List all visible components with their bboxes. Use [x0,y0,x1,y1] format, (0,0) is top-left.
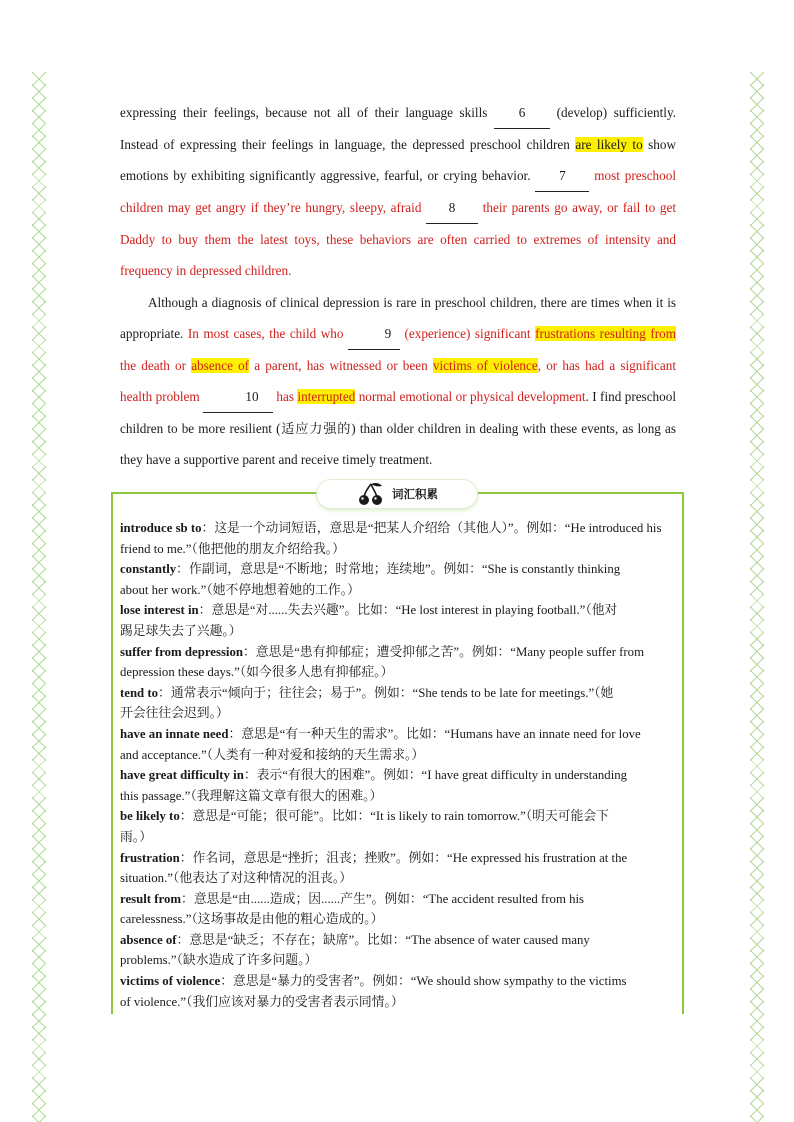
vocab-definition: ：这是一个动词短语，意思是“把某人介绍给（其他人）”。例如：“He introduced his [201,521,662,535]
vocab-example: carelessness.”（这场事故是由他的粗心造成的。） [120,912,384,927]
vocab-term: constantly [120,562,177,577]
vocabulary-list [120,518,680,1012]
vocab-definition: ：通常表示“倾向于；往往会；易于”。例如：“She tends to be late for meetings.”（她 [158,685,614,700]
vocab-entry [120,518,680,559]
vocab-definition: ：意思是“可能；很可能”。比如：“It is likely to rain tomorrow.”（明天可能会下 [179,809,609,824]
vocab-entry [120,930,680,971]
answer-blank-9: 9 [348,318,400,350]
vocab-entry [120,889,680,930]
vocab-entry [120,559,680,600]
vocab-term: lose interest in [120,603,199,618]
passage-text: (experience) significant [399,325,536,341]
passage-text: show emotions by exhibiting significantly aggressive, fearful, or crying behavior. [120,137,677,184]
vocab-term: absence of [120,932,177,947]
vocab-example: depression these days.”（如今很多人患有抑郁症。） [120,665,394,680]
answer-blank-6: 6 [494,97,550,129]
vocab-example: 雨。） [120,829,152,844]
vocab-term: victims of violence [120,974,221,989]
cherry-icon [356,482,386,506]
vocab-example: and acceptance.”（人类有一种对爱和接纳的天生需求。） [120,747,425,762]
vocab-term: be likely to [120,809,180,824]
vocab-entry [120,724,680,765]
vocab-term: result from [120,891,182,906]
passage-text: . I find preschool children to be more resilient (适应力强的) than older children in dealing with these events, as long as they have a supportive parent and receive timely treatment. [120,388,676,468]
vocab-example: 踢足球失去了兴趣。） [120,623,242,638]
vocab-definition: ：作名词，意思是“挫折；沮丧；挫败”。例如：“He expressed his frustration at the [179,850,628,865]
passage-text: the death or [120,357,192,373]
passage-text: most preschool children may get angry if they’re hungry, sleepy, afraid [120,168,676,216]
vocab-entry [120,600,680,641]
vocab-entry [120,765,680,806]
passage-text: has [273,388,298,404]
highlighted-phrase: are likely to [575,137,643,153]
passage-text: , or has had a significant health problem [120,357,677,404]
vocab-definition: ：意思是“患有抑郁症；遭受抑郁之苦”。例如：“Many people suffer from [243,644,645,659]
vocabulary-title: 词汇积累 [392,487,438,501]
passage-text: normal emotional or physical development [355,388,586,404]
passage-text: a parent, has witnessed or been [249,357,433,373]
highlighted-phrase: absence of [191,357,250,373]
paragraph-1 [120,97,676,287]
passage-text: (develop) sufficiently. Instead of expressing their feelings in language, the depressed preschool children [120,105,676,153]
highlighted-phrase: victims of violence [432,357,538,373]
highlighted-phrase: interrupted [297,388,356,404]
passage-text: In most cases, the child who [187,325,348,341]
vocab-term: have an innate need [120,726,229,741]
reading-passage [120,97,676,475]
vocab-definition: ：意思是“有一种天生的需求”。比如：“Humans have an innate need for love [228,726,641,741]
vocab-example: about her work.”（她不停地想着她的工作。） [120,582,360,597]
vocab-entry [120,683,680,724]
decorative-border-left [32,72,46,1122]
vocab-entry [120,971,680,1012]
vocab-term: frustration [120,850,180,865]
vocab-definition: ：表示“有很大的困难”。例如：“I have great difficulty in understanding [243,768,628,783]
vocab-example: of violence.”（我们应该对暴力的受害者表示同情。） [120,994,404,1009]
passage-text: expressing their feelings, because not all of their language skills [120,105,494,120]
vocab-entry [120,848,680,889]
answer-blank-10: 10 [203,381,273,413]
highlighted-phrase: frustrations resulting from [535,325,676,341]
vocab-term: suffer from depression [120,644,243,659]
passage-text: their parents go away, or fail to get Daddy to buy them the latest toys, these behaviors are often carried to extremes of intensity and frequency in depressed children. [120,200,676,279]
vocab-entry [120,806,680,847]
vocab-entry [120,642,680,683]
vocab-definition: ：作副词，意思是“不断地；时常地；连续地”。例如：“She is constantly thinking [176,562,621,577]
passage-text: Although a diagnosis of clinical depression is rare in preschool children, there are times when it is appropriate. [120,294,676,341]
decorative-border-right [750,72,764,1122]
answer-blank-8: 8 [426,192,478,224]
vocab-example: problems.”（缺水造成了许多问题。） [120,953,318,968]
vocab-term: introduce sb to [120,521,202,535]
answer-blank-7: 7 [535,160,589,192]
vocab-example: friend to me.”（他把他的朋友介绍给我。） [120,541,345,556]
vocab-term: tend to [120,685,159,700]
paragraph-2 [120,287,676,476]
vocab-definition: ：意思是“暴力的受害者”。例如：“We should show sympathy to the victims [220,974,627,989]
vocab-example: 开会往往会迟到。） [120,706,229,721]
vocab-definition: ：意思是“由......造成；因......产生”。例如：“The accident resulted from his [181,891,585,906]
vocab-example: situation.”（他表达了对这种情况的沮丧。） [120,871,353,886]
vocab-example: this passage.”（我理解这篇文章有很大的困难。） [120,788,383,803]
vocab-term: have great difficulty in [120,768,244,783]
vocab-definition: ：意思是“缺乏；不存在；缺席”。比如：“The absence of water caused many [176,932,590,947]
vocab-definition: ：意思是“对......失去兴趣”。比如：“He lost interest in playing football.”（他对 [198,603,618,618]
vocabulary-header [317,480,477,508]
